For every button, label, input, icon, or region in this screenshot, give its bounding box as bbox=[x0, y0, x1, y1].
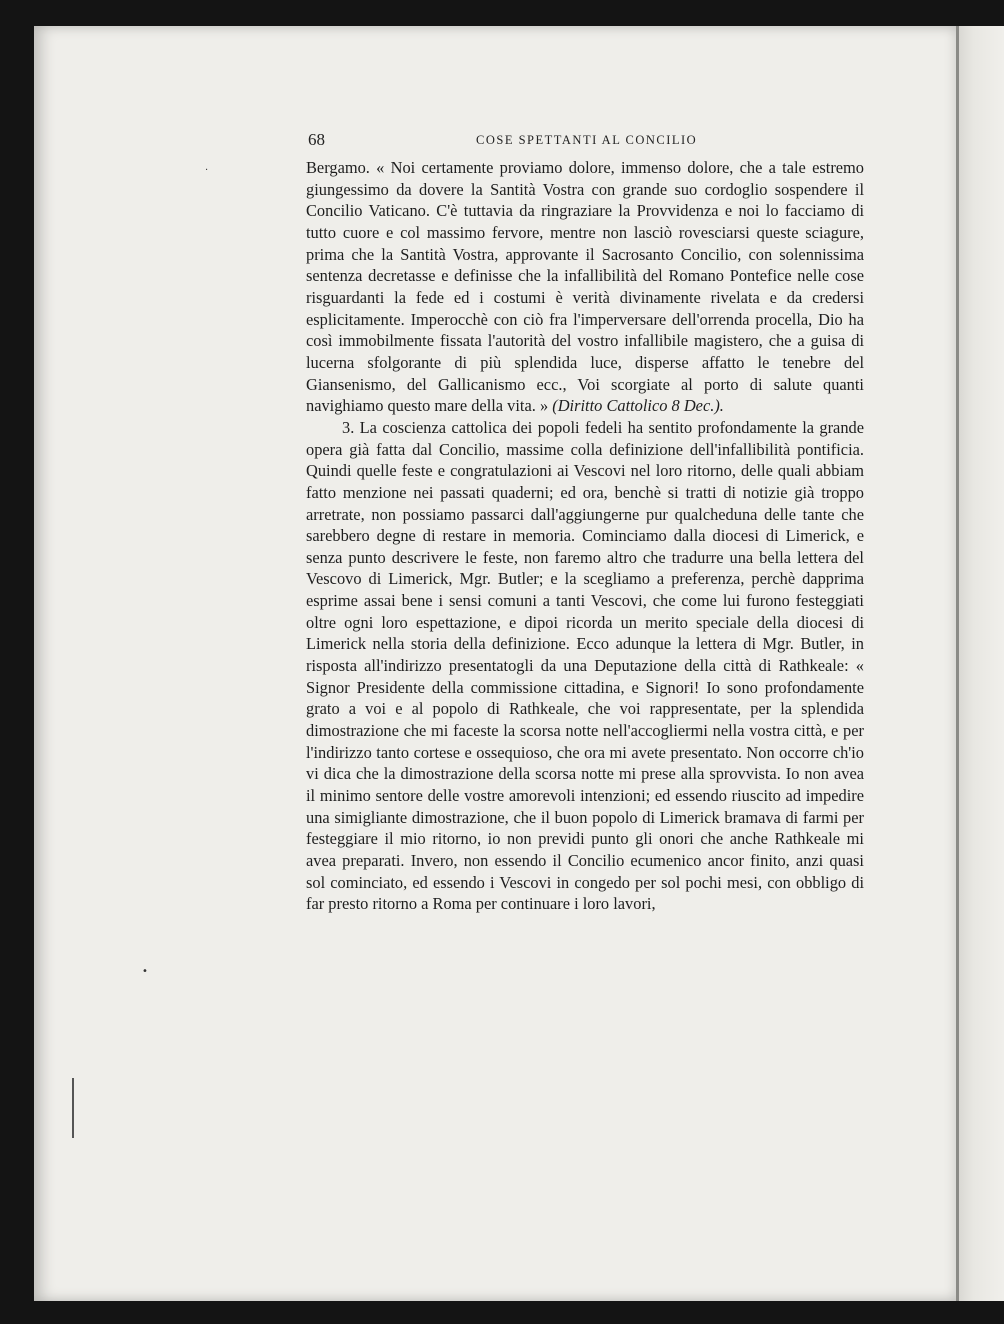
paragraph-2: 3. La coscienza cattolica dei popoli fedeli ha sentito profondamente la grande opera già fatta dal Concilio, massime colla definizione dell'infallibilità pontificia. Quindi quelle feste e congratulazioni ai Vescovi nel loro ritorno, delle quali abbiam fatto menzione nei passati quaderni; ed ora, benchè si tratti di notizie già troppo arretrate, non possiamo passarci dall'aggiungerne pur qualcheduna delle tante che sarebbero degne di restare in memoria. Cominciamo dalla diocesi di Limerick, e senza punto descrivere le feste, non faremo altro che tradurre una bella lettera del Vescovo di Limerick, Mgr. Butler; e la scegliamo a preferenza, perchè dapprima esprime assai bene i sensi comuni a tanti Vescovi, che come lui furono festeggiati oltre ogni loro espettazione, e dipoi ricorda un merito speciale della diocesi di Limerick nella storia della definizione. Ecco adunque la lettera di Mgr. Butler, in risposta all'indirizzo presentatogli da una Deputazione della città di Rathkeale: « Signor Presidente della commissione cittadina, e Signori! Io sono profondamente grato a voi e al popolo di Rathkeale, che voi rappresentate, per la splendida dimostrazione che mi faceste la scorsa notte nell'accogliermi nella vostra città, e per l'indirizzo tanto cortese e ossequioso, che ora mi avete presentato. Non occorre ch'io vi dica che la dimostrazione della scorsa notte mi prese alla sprovvista. Io non avea il minimo sentore delle vostre amorevoli intenzioni; ed essendo riuscito ad impedire una simigliante dimostrazione, che il buon popolo di Limerick bramava di farmi per festeggiare il mio ritorno, io non previdi punto gli onori che anche Rathkeale mi avea preparati. Invero, non essendo il Concilio ecumenico ancor finito, anzi quasi sol cominciato, ed essendo i Vescovi in congedo per sol pochi mesi, con obbligo di far presto ritorno a Roma per continuare i loro lavori, bbox=[306, 417, 864, 914]
binding-mark bbox=[72, 1078, 74, 1138]
page-header bbox=[308, 130, 868, 152]
paragraph-1 bbox=[306, 157, 864, 417]
running-head: COSE SPETTANTI AL CONCILIO bbox=[476, 133, 698, 147]
margin-speck-icon: · bbox=[205, 165, 209, 176]
margin-speck-icon: • bbox=[142, 966, 148, 977]
paragraph-1-citation: (Diritto Cattolico 8 Dec.). bbox=[552, 396, 724, 416]
body-text bbox=[306, 157, 864, 915]
paragraph-1-text: Bergamo. « Noi certamente proviamo dolore, immenso dolore, che a tale estremo giungessimo da dovere la Santità Vostra con grande suo cordoglio sospendere il Concilio Vaticano. C'è tuttavia da ringraziare la Provvidenza e noi lo facciamo di tutto cuore e col massimo fervore, mentre non lasciò rovesciarsi queste sciagure, prima che la Santità Vostra, approvante il Sacrosanto Concilio, con solennissima sentenza decretasse e definisse che la infallibilità del Romano Pontefice nelle cose risguardanti la fede ed i costumi è verità divinamente rivelata e da credersi esplicitamente. Imperocchè con ciò fra l'imperversare dell'orrenda procella, Dio ha così immobilmente fissata l'autorità del vostro infallibile magistero, che a guisa di lucerna sfolgorante di più splendida luce, disperse affatto le tenebre del Giansenismo, del Gallicanismo ecc., Voi scorgiate al porto di salute quanti navighiamo questo mare della vita. » bbox=[306, 158, 864, 416]
page-number: 68 bbox=[308, 130, 325, 149]
next-page-edge bbox=[956, 26, 1004, 1301]
